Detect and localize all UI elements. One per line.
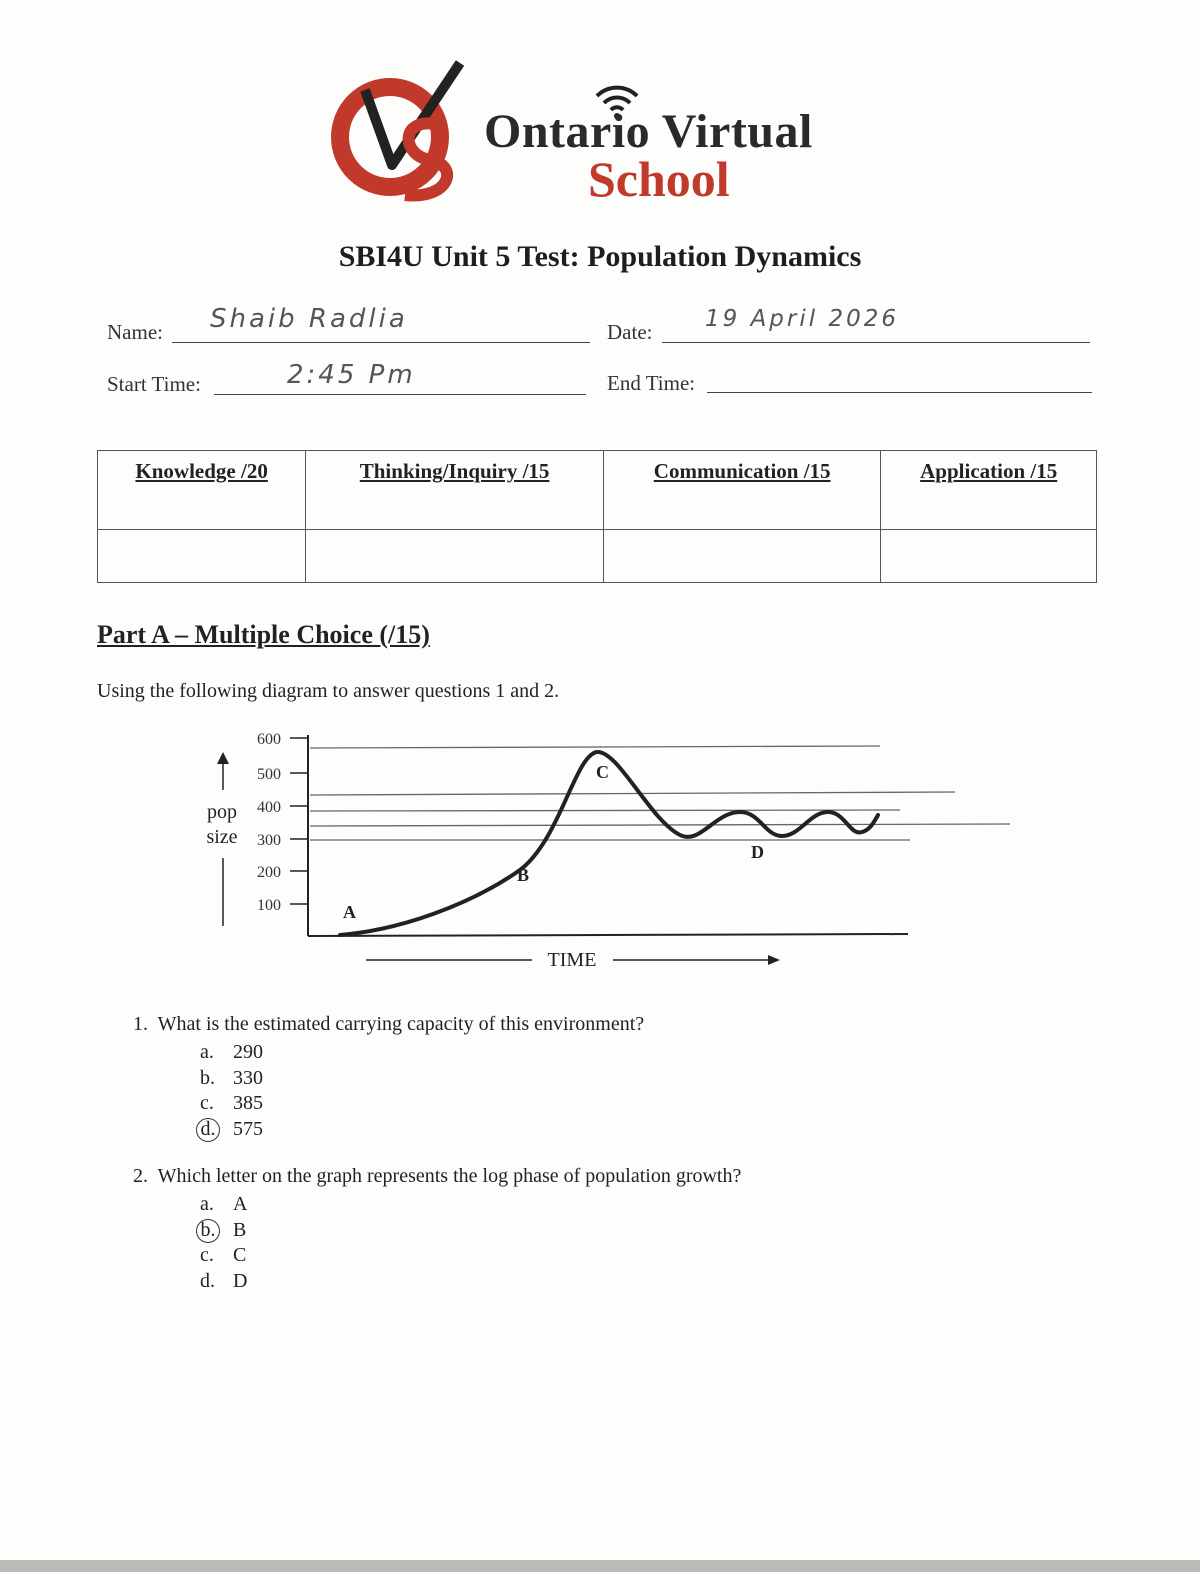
start-time-label: Start Time: — [107, 372, 201, 396]
question-1: 1. What is the estimated carrying capacity of this environment? — [133, 1013, 645, 1035]
population-curve — [340, 752, 878, 935]
point-label-d: D — [751, 842, 764, 862]
part-a-heading: Part A – Multiple Choice (/15) — [97, 620, 430, 649]
option-2c[interactable]: c. C — [200, 1244, 247, 1266]
question-2: 2. Which letter on the graph represents the log phase of population growth? — [133, 1165, 742, 1187]
score-header-application: Application /15 — [881, 451, 1097, 530]
y-tick-label: 200 — [257, 864, 281, 881]
x-arrow-head — [768, 955, 780, 965]
name-value: Shaib Radlia — [210, 304, 408, 334]
start-time-value: 2:45 Pm — [287, 360, 416, 390]
date-value: 19 April 2026 — [705, 306, 899, 332]
score-header-knowledge: Knowledge /20 — [98, 451, 306, 530]
y-tick-label: 100 — [257, 897, 281, 914]
reference-lines — [310, 746, 1010, 840]
page-title: SBI4U Unit 5 Test: Population Dynamics — [338, 240, 862, 273]
option-1d-selected[interactable]: d. 575 — [200, 1117, 263, 1143]
point-label-a: A — [343, 902, 356, 922]
reference-line — [310, 824, 1010, 826]
logo-text-line2: School — [588, 151, 730, 207]
question-1-options — [200, 1040, 263, 1142]
y-tick-label: 600 — [257, 731, 281, 748]
date-label: Date: — [607, 320, 653, 344]
y-arrow-head — [217, 752, 229, 764]
x-axis — [308, 934, 908, 936]
part-a-intro: Using the following diagram to answer questions 1 and 2. — [97, 680, 560, 702]
y-tick-label: 500 — [257, 766, 281, 783]
option-1b[interactable]: b. 330 — [200, 1066, 263, 1089]
y-tick-label: 300 — [257, 832, 281, 849]
reference-line — [310, 746, 880, 748]
score-header-thinking: Thinking/Inquiry /15 — [306, 451, 604, 530]
option-2b-selected[interactable]: b. B — [200, 1218, 247, 1244]
scan-edge — [0, 1560, 1200, 1572]
y-label-size: size — [206, 826, 238, 848]
name-label: Name: — [107, 320, 163, 344]
end-time-label: End Time: — [607, 371, 696, 395]
point-label-b: B — [517, 865, 530, 885]
point-label-c: C — [596, 762, 609, 782]
answer-circle: d. — [196, 1118, 220, 1142]
y-tick-label: 400 — [257, 799, 281, 816]
answer-circle: b. — [196, 1219, 220, 1243]
y-label-pop: pop — [207, 801, 237, 823]
logo-text-line1: Ontario Virtual — [484, 105, 813, 158]
option-2a[interactable]: a. A — [200, 1193, 248, 1215]
option-2d[interactable]: d. D — [200, 1269, 248, 1292]
option-1c[interactable]: c. 385 — [200, 1092, 263, 1114]
score-header-communication: Communication /15 — [603, 451, 880, 530]
reference-line — [310, 810, 900, 811]
reference-line — [310, 792, 955, 795]
x-label-time: TIME — [547, 949, 597, 971]
option-1a[interactable]: a. 290 — [200, 1041, 263, 1063]
question-2-options — [200, 1192, 247, 1294]
